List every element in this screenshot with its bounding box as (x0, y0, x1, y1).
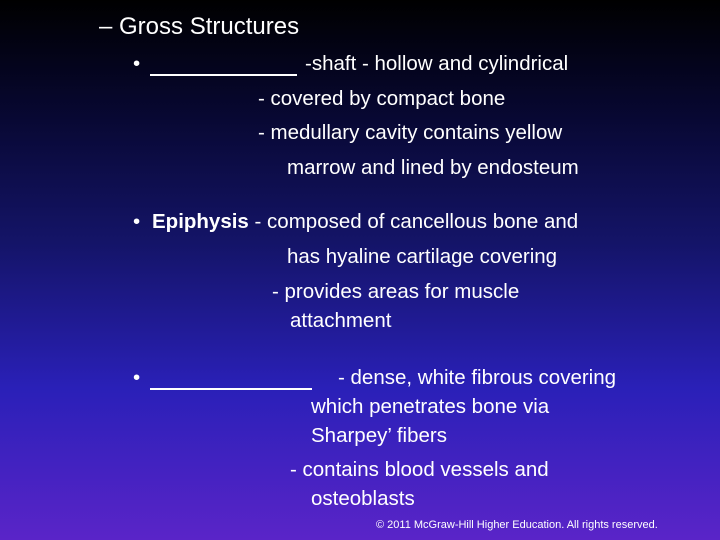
diaphysis-line-4: marrow and lined by endosteum (287, 156, 579, 179)
epiphysis-line-2: has hyaline cartilage covering (287, 245, 558, 268)
copyright-footer: © 2011 McGraw-Hill Higher Education. All rights reserved. (376, 519, 658, 531)
periosteum-line-1: - dense, white fibrous covering (338, 366, 617, 389)
diaphysis-line-3: - medullary cavity contains yellow (258, 121, 563, 144)
epiphysis-term: Epiphysis (152, 210, 249, 233)
bullet-marker: • (133, 366, 141, 389)
epiphysis-line-4: attachment (290, 309, 392, 332)
periosteum-line-3: Sharpey’ fibers (311, 424, 447, 447)
diaphysis-line-1: -shaft - hollow and cylindrical (305, 52, 569, 75)
epiphysis-line-1 (152, 212, 578, 233)
periosteum-line-2: which penetrates bone via (311, 395, 550, 418)
periosteum-line-5: osteoblasts (311, 487, 415, 510)
section-heading: – Gross Structures (99, 13, 300, 40)
epiphysis-line-1-text: - composed of cancellous bone and (248, 210, 579, 233)
bullet-marker: • (133, 52, 141, 75)
fill-in-blank (150, 56, 297, 76)
diaphysis-line-2: - covered by compact bone (258, 87, 506, 110)
epiphysis-line-3: - provides areas for muscle (272, 280, 520, 303)
fill-in-blank (150, 370, 312, 390)
bullet-marker: • (133, 210, 141, 233)
periosteum-line-4: - contains blood vessels and (290, 458, 549, 481)
